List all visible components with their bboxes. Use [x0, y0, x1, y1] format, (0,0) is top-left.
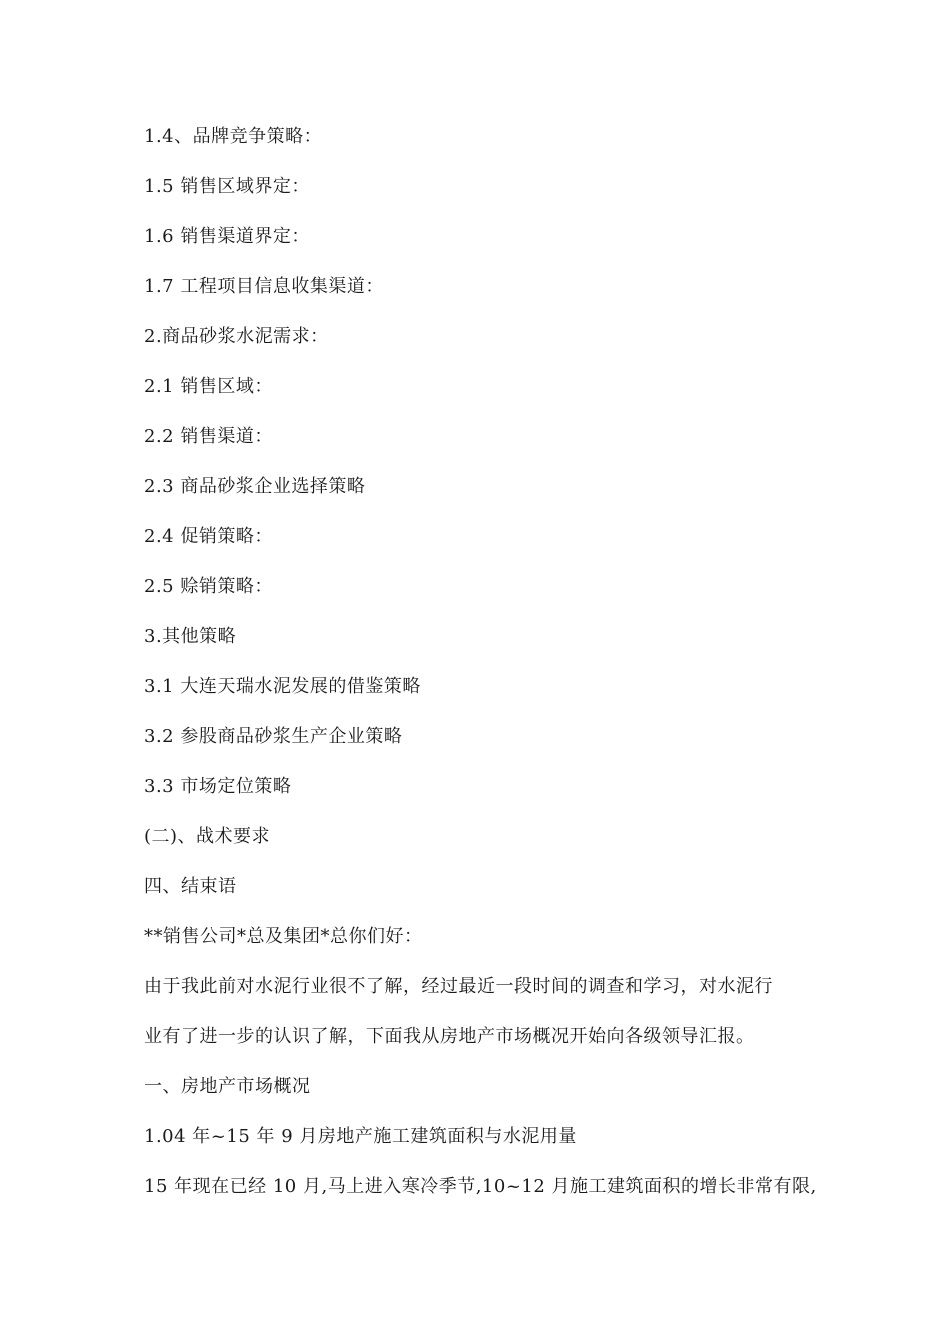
- greeting-line: **销售公司*总及集团*总你们好：: [144, 926, 423, 947]
- heading-3-3-market-positioning: 3.3 市场定位策略: [144, 776, 292, 797]
- heading-3-other-strategies: 3.其他策略: [144, 626, 237, 647]
- paragraph-line: 15 年现在已经 10 月,马上进入寒冷季节,10~12 月施工建筑面积的增长非常有限,: [144, 1176, 817, 1197]
- heading-construction-area-cement-usage: 1.04 年~15 年 9 月房地产施工建筑面积与水泥用量: [144, 1126, 577, 1147]
- heading-1-7-project-info-channel: 1.7 工程项目信息收集渠道：: [144, 276, 384, 297]
- document-body: [144, 122, 834, 1222]
- heading-2-2-sales-channel: 2.2 销售渠道：: [144, 426, 273, 447]
- heading-2-3-enterprise-selection: 2.3 商品砂浆企业选择策略: [144, 476, 366, 497]
- heading-2-5-credit-sales: 2.5 赊销策略：: [144, 576, 273, 597]
- heading-1-4-brand-strategy: 1.4、品牌竞争策略：: [144, 126, 323, 147]
- heading-2-mortar-cement-demand: 2.商品砂浆水泥需求：: [144, 326, 329, 347]
- heading-1-6-sales-channel: 1.6 销售渠道界定：: [144, 226, 310, 247]
- heading-1-5-sales-region: 1.5 销售区域界定：: [144, 176, 310, 197]
- paragraph-line: 由于我此前对水泥行业很不了解，经过最近一段时间的调查和学习，对水泥行: [144, 976, 773, 997]
- heading-tactical-requirements: (二)、战术要求: [144, 826, 271, 847]
- paragraph-line: 业有了进一步的认识了解，下面我从房地产市场概况开始向各级领导汇报。: [144, 1026, 755, 1047]
- heading-3-1-reference-strategy: 3.1 大连天瑞水泥发展的借鉴策略: [144, 676, 421, 697]
- heading-real-estate-overview: 一、房地产市场概况: [144, 1076, 311, 1097]
- heading-2-1-sales-region: 2.1 销售区域：: [144, 376, 273, 397]
- heading-2-4-promotion: 2.4 促销策略：: [144, 526, 273, 547]
- heading-conclusion: 四、结束语: [144, 876, 237, 897]
- heading-3-2-equity-strategy: 3.2 参股商品砂浆生产企业策略: [144, 726, 403, 747]
